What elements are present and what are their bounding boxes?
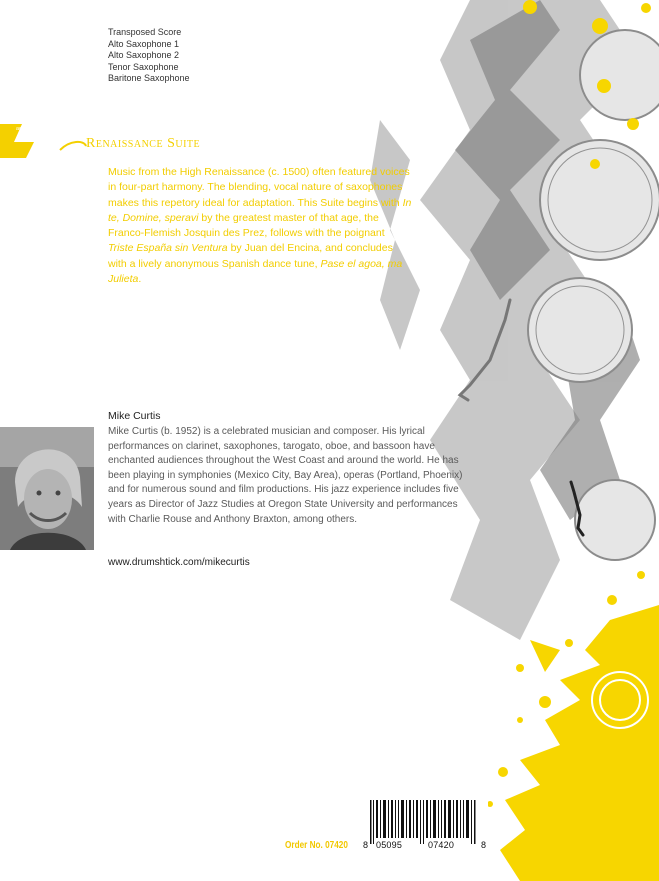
author-name: Mike Curtis bbox=[108, 410, 161, 422]
instrument-item: Baritone Saxophone bbox=[108, 73, 190, 84]
instrument-item: Transposed Score bbox=[108, 27, 182, 37]
description-text: by Juan del Encina, and concludes with a lively anonymous Spanish dance tune, bbox=[108, 242, 393, 270]
barcode-digit: 8 bbox=[481, 840, 487, 850]
piece-title: Pase el agoa, ma Julieta bbox=[108, 257, 403, 286]
piece-title: Triste España sin Ventura bbox=[108, 242, 228, 255]
description-text: Music from the High Renaissance (c. 1500) often featured voices in four-part harmony. The blending, vocal nature of saxophones makes this repetory ideal for adaptation. This Suite begins with bbox=[108, 166, 410, 209]
description-paragraph bbox=[108, 165, 413, 287]
order-number: Order No. 07420 bbox=[285, 840, 348, 851]
description-text: . bbox=[138, 273, 142, 286]
description-text: by the greatest master of that age, the Franco-Flemish Josquin des Prez, follows with the poignant bbox=[108, 211, 385, 240]
instrument-item: Alto Saxophone 2 bbox=[108, 50, 180, 61]
barcode-digits: 05095 bbox=[376, 840, 403, 850]
instrument-list bbox=[108, 27, 190, 85]
publisher-logo-text: advance music bbox=[16, 126, 53, 132]
barcode-digit: 8 bbox=[363, 840, 369, 850]
instrument-item: Alto Saxophone 1 bbox=[108, 38, 180, 49]
barcode-digits: 07420 bbox=[428, 840, 455, 850]
piece-title: In te, Domine, speravi bbox=[108, 196, 412, 224]
author-photo bbox=[0, 427, 94, 550]
author-bio: Mike Curtis (b. 1952) is a celebrated musician and composer. His lyrical performances on clarinet, saxophones, tarogato, oboe, and bassoon have enchanted audiences throughout the West Coast and around the world. He has been playing in symphonies (Mexico City, Bay Area), operas (Portland, Phoenix) and for numerous sound and film productions. His jazz experience includes five years as Director of Jazz Studies at Oregon State University and performances with Charlie Rouse and Anthony Braxton, among others. bbox=[108, 426, 463, 525]
page-title: Renaissance Suite bbox=[86, 136, 201, 151]
instrument-item: Tenor Saxophone bbox=[108, 61, 179, 72]
author-website-link[interactable]: www.drumshtick.com/mikecurtis bbox=[108, 557, 250, 568]
